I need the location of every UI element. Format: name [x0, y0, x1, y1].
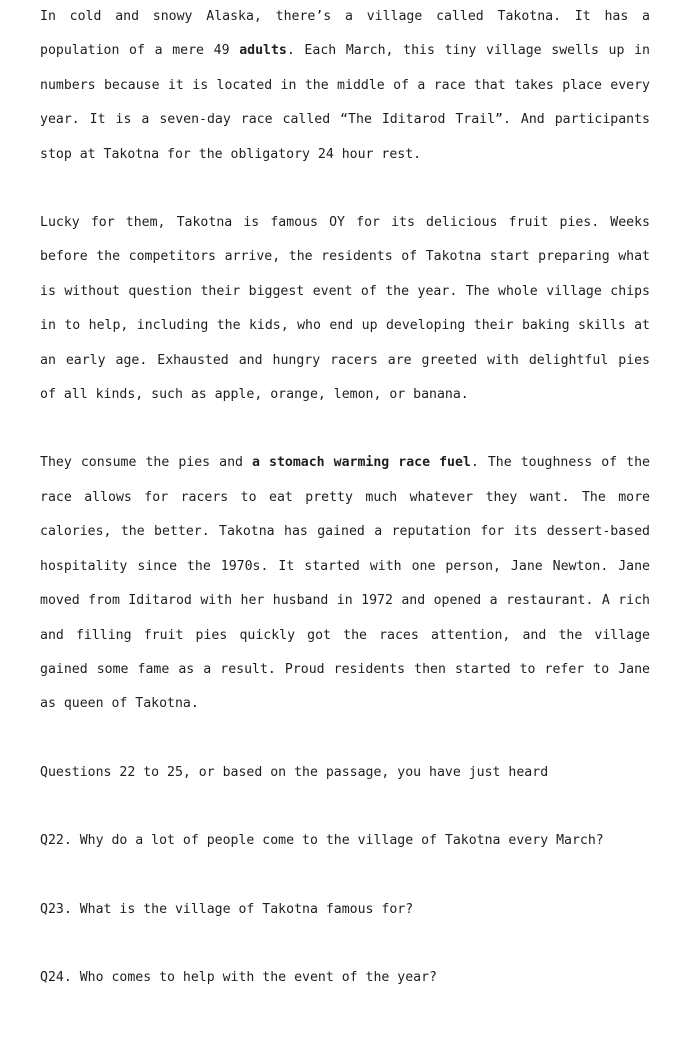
passage-paragraph-2: Lucky for them, Takotna is famous OY for its delicious fruit pies. Weeks before the competitors arrive, the residents of Takotna start preparing what is without question their biggest event of the year. The whole village chips in to help, including the kids, who end up developing their baking skills at an early age. Exhausted and hungry racers are greeted with delightful pies of all kinds, such as apple, orange, lemon, or banana.: [40, 215, 650, 403]
document-page: [40, 0, 650, 995]
paragraph-spacer: [40, 722, 650, 756]
paragraph-spacer: [40, 927, 650, 961]
paragraph-spacer: [40, 412, 650, 446]
paragraph-spacer: [40, 859, 650, 893]
question-22: Q22. Why do a lot of people come to the village of Takotna every March?: [40, 833, 604, 849]
question-23: Q23. What is the village of Takotna famous for?: [40, 901, 414, 917]
paragraph-1-bold-adults: adults: [239, 43, 287, 59]
paragraph-spacer: [40, 790, 650, 824]
paragraph-spacer: [40, 172, 650, 206]
passage-paragraph-3: [40, 446, 650, 721]
paragraph-3-bold-phrase: a stomach warming race fuel: [252, 455, 471, 471]
question-24: Q24. Who comes to help with the event of the year?: [40, 969, 437, 985]
paragraph-3-text-b: . The toughness of the race allows for racers to eat pretty much whatever they want. The more calories, the better. Takotna has gained a reputation for its dessert-based hospitality since the 1970s. It started with one person, Jane Newton. Jane moved from Iditarod with her husband in 1972 and opened a restaurant. A rich and filling fruit pies quickly got the races attention, and the village gained some fame as a result. Proud residents then started to refer to Jane as queen of Takotna.: [40, 455, 650, 712]
passage-paragraph-1: [40, 0, 650, 172]
paragraph-1-text-b: . Each March, this tiny village swells up in numbers because it is located in the middle of a race that takes place every year. It is a seven-day race called “The Iditarod Trail”. And participants stop at Takotna for the obligatory 24 hour rest.: [40, 43, 650, 162]
questions-intro: Questions 22 to 25, or based on the passage, you have just heard: [40, 764, 549, 780]
paragraph-3-text-a: They consume the pies and: [40, 455, 253, 471]
paragraph-1-text-a: In cold and snowy Alaska, there’s a village called Takotna. It has a population of a mere 49: [40, 9, 650, 59]
